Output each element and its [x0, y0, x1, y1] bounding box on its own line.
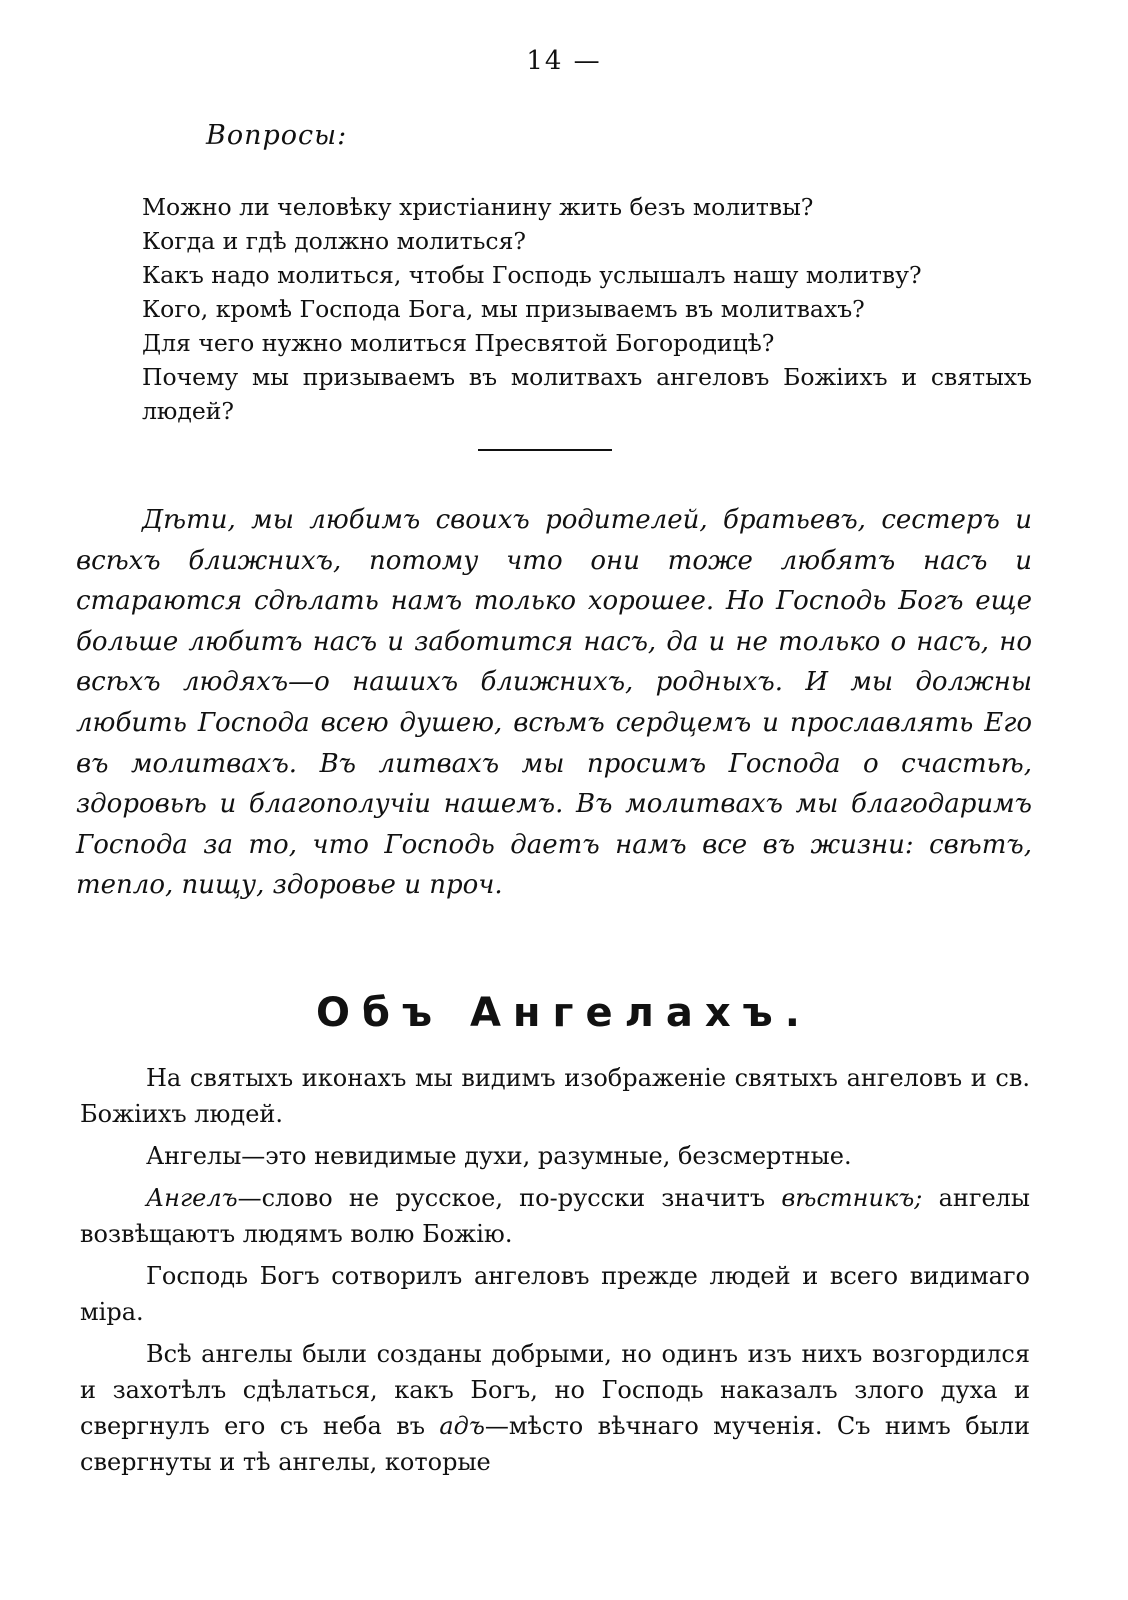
question-item: Какъ надо молиться, чтобы Господь услышалъ нашу молитву? — [142, 261, 922, 289]
body-paragraph — [80, 1180, 1030, 1252]
body-text: Всѣ ангелы были созданы добрыми, но одинъ изъ нихъ возгордился и захотѣлъ сдѣлаться, какъ Богъ, но Господь наказалъ злого духа и свергнулъ его съ неба въ — [80, 1340, 1030, 1440]
body-paragraph: На святыхъ иконахъ мы видимъ изображеніе святыхъ ангеловъ и св. Божіихъ людей. — [80, 1064, 1030, 1128]
question-item: Кого, кромѣ Господа Бога, мы призываемъ въ молитвахъ? — [142, 295, 865, 323]
section-title: Объ Ангелахъ. — [316, 990, 812, 1036]
body-paragraph — [80, 1336, 1030, 1480]
question-item: Можно ли человѣку христіанину жить безъ молитвы? — [142, 193, 814, 221]
body-paragraph: Ангелы—это невидимые духи, разумные, безсмертные. — [146, 1142, 852, 1170]
body-text: —мѣсто вѣчнаго мученія. Съ нимъ были свергнуты и тѣ ангелы, которые — [80, 1412, 1031, 1476]
page-number: 14 — — [526, 46, 602, 76]
section-body — [80, 1060, 1030, 1480]
questions-heading: Вопросы: — [206, 120, 348, 151]
section-divider — [478, 449, 612, 451]
body-text: ангелы возвѣщаютъ людямъ волю Божію. — [80, 1184, 1031, 1248]
children-paragraph: Дѣти, мы любимъ своихъ родителей, братьевъ, сестеръ и всѣхъ ближнихъ, потому что они тоже любятъ насъ и стараются сдѣлать намъ только хорошее. Но Господь Богъ еще больше любитъ насъ и заботится насъ, да и не только о насъ, но всѣхъ людяхъ—о нашихъ ближнихъ, родныхъ. И мы должны любить Господа всею душею, всѣмъ сердцемъ и прославлять Его въ молитвахъ. Въ литвахъ мы просимъ Господа о счастьѣ, здоровьѣ и благополучіи нашемъ. Въ молитвахъ мы благодаримъ Господа за то, что Господь даетъ намъ все въ жизни: свѣтъ, тепло, пищу, здоровье и проч. — [76, 505, 1032, 901]
questions-list — [142, 190, 1032, 428]
body-paragraph: Господь Богъ сотворилъ ангеловъ прежде людей и всего видимаго міра. — [80, 1262, 1030, 1326]
question-item: Когда и гдѣ должно молиться? — [142, 227, 526, 255]
question-item: Для чего нужно молиться Пресвятой Богородицѣ? — [142, 329, 775, 357]
question-item: Почему мы призываемъ въ молитвахъ ангеловъ Божіихъ и святыхъ людей? — [142, 363, 1032, 425]
term-hell: адъ — [439, 1412, 485, 1440]
term-angel: Ангелъ — [146, 1184, 238, 1212]
term-messenger: вѣстникъ; — [781, 1184, 923, 1212]
body-text: —слово не русское, по-русски значитъ — [237, 1184, 782, 1212]
